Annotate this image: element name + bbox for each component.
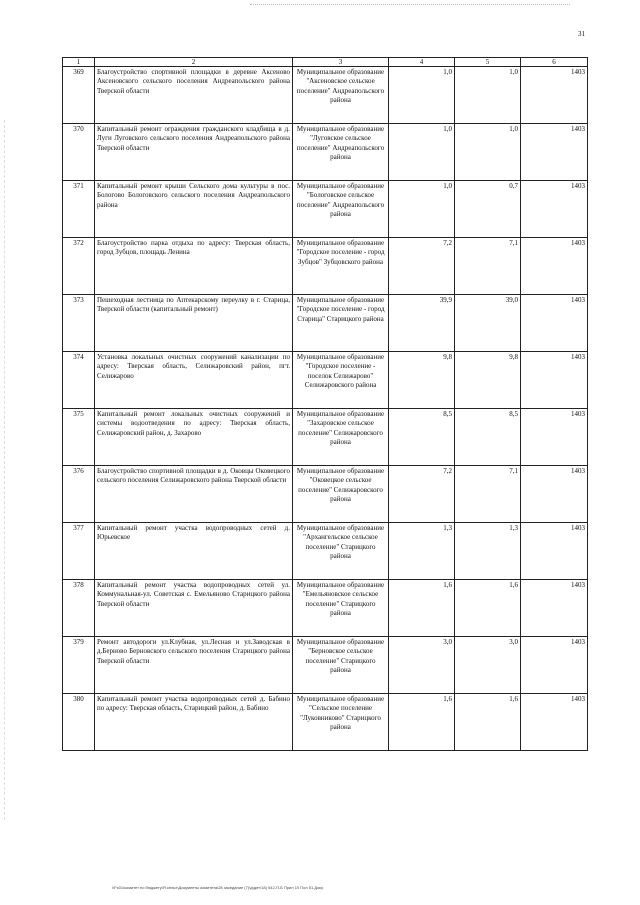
value-col5-cell: 8,5 bbox=[455, 409, 521, 466]
value-col5-cell: 39,0 bbox=[455, 295, 521, 352]
value-col4-cell: 39,9 bbox=[389, 295, 455, 352]
row-number-cell: 370 bbox=[63, 124, 95, 181]
code-col6-cell: 1403 bbox=[521, 295, 588, 352]
value-col5-cell: 1,0 bbox=[455, 67, 521, 124]
project-name-cell: Благоустройство спортивной площадки в деревне Аксеново Аксеновского сельского поселения Андреапольского района Тверской области bbox=[95, 67, 293, 124]
column-header-1: 1 bbox=[63, 58, 95, 67]
code-col6-cell: 1403 bbox=[521, 523, 588, 580]
code-col6-cell: 1403 bbox=[521, 637, 588, 694]
value-col4-cell: 1,3 bbox=[389, 523, 455, 580]
value-col5-cell: 7,1 bbox=[455, 238, 521, 295]
project-name-cell: Благоустройство спортивной площадки в д. Оковцы Оковецкого сельского поселения Селижаровского района Тверской области bbox=[95, 466, 293, 523]
column-header-5: 5 bbox=[455, 58, 521, 67]
project-name-cell: Пешеходная лестница по Аптекарскому переулку в г. Старица, Тверской области (капитальный ремонт) bbox=[95, 295, 293, 352]
municipality-cell: Муниципальное образование "Захаровское сельское поселение" Селижаровского района bbox=[293, 409, 389, 466]
table-row bbox=[63, 466, 588, 523]
table-row bbox=[63, 694, 588, 751]
table-row bbox=[63, 523, 588, 580]
row-number-cell: 372 bbox=[63, 238, 95, 295]
code-col6-cell: 1403 bbox=[521, 694, 588, 751]
header-row bbox=[63, 58, 588, 67]
table-row bbox=[63, 352, 588, 409]
value-col4-cell: 3,0 bbox=[389, 637, 455, 694]
municipality-cell: Муниципальное образование "Луговское сельское поселение" Андреапольского района bbox=[293, 124, 389, 181]
code-col6-cell: 1403 bbox=[521, 67, 588, 124]
code-col6-cell: 1403 bbox=[521, 181, 588, 238]
row-number-cell: 373 bbox=[63, 295, 95, 352]
code-col6-cell: 1403 bbox=[521, 238, 588, 295]
value-col4-cell: 1,6 bbox=[389, 694, 455, 751]
value-col4-cell: 1,6 bbox=[389, 580, 455, 637]
column-header-6: 6 bbox=[521, 58, 588, 67]
project-name-cell: Капитальный ремонт участка водопроводных сетей д. Юрьевское bbox=[95, 523, 293, 580]
table-row bbox=[63, 238, 588, 295]
municipality-cell: Муниципальное образование "Аксеновское сельское поселение" Андреапольского района bbox=[293, 67, 389, 124]
value-col4-cell: 1,0 bbox=[389, 67, 455, 124]
row-number-cell: 378 bbox=[63, 580, 95, 637]
table-row bbox=[63, 295, 588, 352]
row-number-cell: 376 bbox=[63, 466, 95, 523]
column-header-4: 4 bbox=[389, 58, 455, 67]
value-col4-cell: 1,0 bbox=[389, 181, 455, 238]
municipality-cell: Муниципальное образование "Городское поселение - поселок Селижарово" Селижаровского района bbox=[293, 352, 389, 409]
municipality-cell: Муниципальное образование "Городское поселение - город Зубцов" Зубцовского района bbox=[293, 238, 389, 295]
table-row bbox=[63, 181, 588, 238]
table-row bbox=[63, 124, 588, 181]
code-col6-cell: 1403 bbox=[521, 352, 588, 409]
scan-artifact-top bbox=[250, 4, 570, 6]
value-col4-cell: 8,5 bbox=[389, 409, 455, 466]
value-col4-cell: 7,2 bbox=[389, 238, 455, 295]
footer-file-path: \\Fs01\комитет по бюджету\Я.сельх\Документы комитета\28 заседание (7)\д\дет\18) 542-П-Б Прил 10 Пол 51.Доку bbox=[112, 885, 324, 890]
table-row bbox=[63, 67, 588, 124]
value-col5-cell: 0,7 bbox=[455, 181, 521, 238]
project-name-cell: Капитальный ремонт участка водопроводных сетей д. Бабино по адресу: Тверская область, Старицкий район, д. Бабино bbox=[95, 694, 293, 751]
value-col4-cell: 7,2 bbox=[389, 466, 455, 523]
value-col4-cell: 1,0 bbox=[389, 124, 455, 181]
row-number-cell: 375 bbox=[63, 409, 95, 466]
value-col5-cell: 7,1 bbox=[455, 466, 521, 523]
column-header-2: 2 bbox=[95, 58, 293, 67]
code-col6-cell: 1403 bbox=[521, 409, 588, 466]
value-col5-cell: 3,0 bbox=[455, 637, 521, 694]
table-row bbox=[63, 409, 588, 466]
project-name-cell: Благоустройство парка отдыха по адресу: Тверская область, город Зубцов, площадь Ленина bbox=[95, 238, 293, 295]
table-row bbox=[63, 580, 588, 637]
row-number-cell: 377 bbox=[63, 523, 95, 580]
table-row bbox=[63, 637, 588, 694]
value-col5-cell: 1,0 bbox=[455, 124, 521, 181]
project-name-cell: Капитальный ремонт крыши Сельского дома культуры в пос. Бологово Бологовского сельского поселения Андреапольского района bbox=[95, 181, 293, 238]
value-col5-cell: 9,8 bbox=[455, 352, 521, 409]
page-number: 31 bbox=[578, 30, 585, 38]
municipality-cell: Муниципальное образование "Емельяновское сельское поселение" Старицкого района bbox=[293, 580, 389, 637]
budget-table bbox=[62, 57, 588, 751]
row-number-cell: 369 bbox=[63, 67, 95, 124]
code-col6-cell: 1403 bbox=[521, 580, 588, 637]
value-col4-cell: 9,8 bbox=[389, 352, 455, 409]
municipality-cell: Муниципальное образование "Сельское поселение "Луковниково" Старицкого района bbox=[293, 694, 389, 751]
project-name-cell: Капитальный ремонт локальных очистных сооружений и системы водоотведения по адресу: Тверская область, Селижаровский район, д. Захарово bbox=[95, 409, 293, 466]
value-col5-cell: 1,6 bbox=[455, 580, 521, 637]
row-number-cell: 379 bbox=[63, 637, 95, 694]
project-name-cell: Ремонт автодороги ул.Клубная, ул.Лесная и ул.Заводская в д.Берново Берновского сельского поселения Старицкого района Тверской области bbox=[95, 637, 293, 694]
row-number-cell: 374 bbox=[63, 352, 95, 409]
row-number-cell: 380 bbox=[63, 694, 95, 751]
project-name-cell: Капитальный ремонт ограждения гражданского кладбища в д. Луги Луговского сельского поселения Андреапольского района Тверской области bbox=[95, 124, 293, 181]
municipality-cell: Муниципальное образование "Городское поселение - город Старица" Старицкого района bbox=[293, 295, 389, 352]
scan-artifact-left bbox=[4, 120, 6, 820]
value-col5-cell: 1,6 bbox=[455, 694, 521, 751]
value-col5-cell: 1,3 bbox=[455, 523, 521, 580]
code-col6-cell: 1403 bbox=[521, 124, 588, 181]
municipality-cell: Муниципальное образование "Берновское сельское поселение" Старицкого района bbox=[293, 637, 389, 694]
municipality-cell: Муниципальное образование "Бологовское сельское поселение" Андреапольского района bbox=[293, 181, 389, 238]
municipality-cell: Муниципальное образование "Оковецкое сельское поселение" Селижаровского района bbox=[293, 466, 389, 523]
column-header-3: 3 bbox=[293, 58, 389, 67]
project-name-cell: Капитальный ремонт участка водопроводных сетей ул. Коммунальная-ул. Советская с. Емельяново Старицкого района Тверской области bbox=[95, 580, 293, 637]
municipality-cell: Муниципальное образование "Архангельское сельское поселение" Старицкого района bbox=[293, 523, 389, 580]
row-number-cell: 371 bbox=[63, 181, 95, 238]
code-col6-cell: 1403 bbox=[521, 466, 588, 523]
project-name-cell: Установка локальных очистных сооружений канализации по адресу: Тверская область, Селижаровский район, пгт. Селижарово bbox=[95, 352, 293, 409]
table-body bbox=[63, 67, 588, 751]
